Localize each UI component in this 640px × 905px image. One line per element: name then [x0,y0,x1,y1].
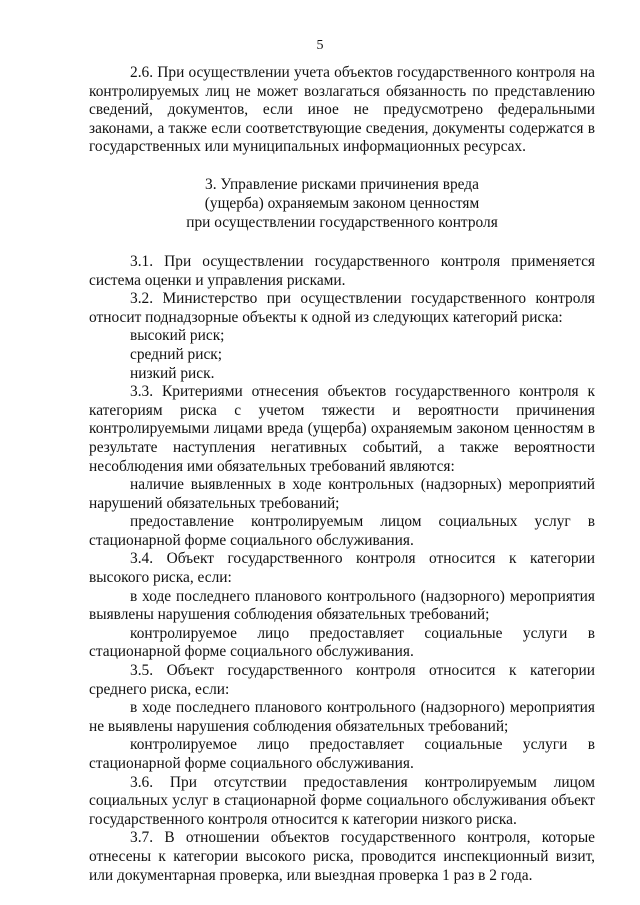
page-number: 5 [316,38,324,53]
risk-category-low: низкий риск. [130,364,215,382]
risk-category-high: высокий риск; [130,327,225,345]
paragraph-3-4: 3.4. Объект государственного контроля относится к категории высокого риска, если: [89,550,595,587]
paragraph-2-6: 2.6. При осуществлении учета объектов государственного контроля на контролируемых лиц не может возлагаться обязанность по представлению сведений, документов, если иное не предусмотрено федеральными законами, а также если соответствующие сведения, документы содержатся в государственных или муниципальных информационных ресурсах. [89,64,595,156]
risk-category-medium: средний риск; [130,345,223,363]
section-heading [89,175,595,232]
medium-risk-condition-services: контролируемое лицо предоставляет социальные услуги в стационарной форме социального обслуживания. [89,736,595,772]
high-risk-condition-violations: в ходе последнего планового контрольного (надзорного) мероприятия выявлены нарушения соблюдения обязательных требований; [89,587,595,624]
criterion-social-services: предоставление контролируемым лицом социальных услуг в стационарной форме социального обслуживания. [89,513,595,549]
paragraph-3-7: 3.7. В отношении объектов государственного контроля, которые отнесены к категории высокого риска, проводится инспекционный визит, или документарная проверка, или выездная проверка 1 раз в 2 года. [89,829,595,884]
criterion-violations: наличие выявленных в ходе контрольных (надзорных) мероприятий нарушений обязательных требований; [89,476,595,512]
section-heading-line-3: при осуществлении государственного контроля [186,213,498,231]
paragraph-3-2: 3.2. Министерство при осуществлении государственного контроля относит поднадзорные объекты к одной из следующих категорий риска: [89,290,595,326]
document-body [89,64,595,885]
section-heading-line-1: 3. Управление рисками причинения вреда [205,175,479,193]
paragraph-3-3: 3.3. Критериями отнесения объектов государственного контроля к категориям риска с учетом тяжести и вероятности причинения контролируемыми лицами вреда (ущерба) охраняемым законом ценностям в результате наступления негативных событий, а также вероятности несоблюдения ими обязательных требований являются: [89,383,595,475]
paragraph-3-5: 3.5. Объект государственного контроля относится к категории среднего риска, если: [89,662,595,698]
paragraph-3-1: 3.1. При осуществлении государственного контроля применяется система оценки и управления рисками. [89,252,595,289]
medium-risk-condition-no-violations: в ходе последнего планового контрольного (надзорного) мероприятия не выявлены нарушения соблюдения обязательных требований; [89,699,595,735]
high-risk-condition-services: контролируемое лицо предоставляет социальные услуги в стационарной форме социального обслуживания. [89,624,595,661]
paragraph-3-6: 3.6. При отсутствии предоставления контролируемым лицом социальных услуг в стационарной форме социального обслуживания объект государственного контроля относится к категории низкого риска. [89,773,595,828]
section-heading-line-2: (ущерба) охраняемым законом ценностям [204,194,480,212]
